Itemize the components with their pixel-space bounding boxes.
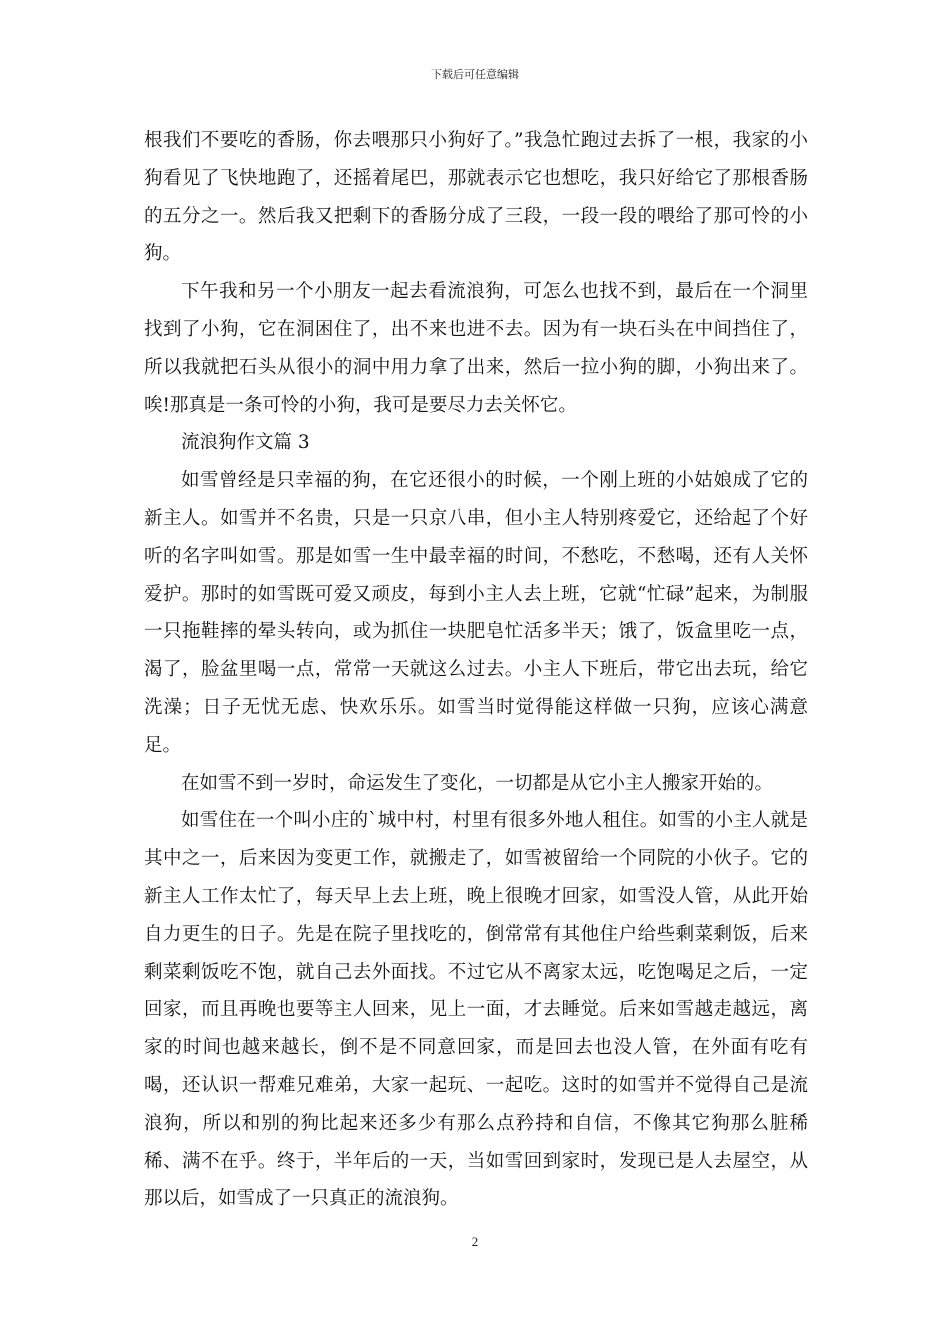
document-body [144,122,808,1218]
paragraph: 如雪曾经是只幸福的狗，在它还很小的时候，一个刚上班的小姑娘成了它的新主人。如雪并不名贵，只是一只京八串，但小主人特别疼爱它，还给起了个好听的名字叫如雪。那是如雪一生中最幸福的时间，不愁吃，不愁喝，还有人关怀爱护。那时的如雪既可爱又顽皮，每到小主人去上班，它就“忙碌”起来，为制服一只拖鞋摔的晕头转向，或为抓住一块肥皂忙活多半天；饿了，饭盒里吃一点，渴了，脸盆里喝一点，常常一天就这么过去。小主人下班后，带它出去玩，给它洗澡；日子无忧无虑、快欢乐乐。如雪当时觉得能这样做一只狗，应该心满意足。 [144,470,808,756]
paragraph: 在如雪不到一岁时，命运发生了变化，一切都是从它小主人搬家开始的。 [181,772,774,794]
section-heading: 流浪狗作文篇 3 [181,432,310,454]
paragraph: 如雪住在一个叫小庄的`城中村，村里有很多外地人租住。如雪的小主人就是其中之一，后来因为变更工作，就搬走了，如雪被留给一个同院的小伙子。它的新主人工作太忙了，每天早上去上班，晚上很晚才回家，如雪没人管，从此开始自力更生的日子。先是在院子里找吃的，倒常常有其他住户给些剩菜剩饭，后来剩菜剩饭吃不饱，就自己去外面找。不过它从不离家太远，吃饱喝足之后，一定回家，而且再晚也要等主人回来，见上一面，才去睡觉。后来如雪越走越远，离家的时间也越来越长，倒不是不同意回家，而是回去也没人管，在外面有吃有喝，还认识一帮难兄难弟，大家一起玩、一起吃。这时的如雪并不觉得自己是流浪狗，所以和别的狗比起来还多少有那么点矜持和自信，不像其它狗那么脏稀稀、满不在乎。终于，半年后的一天，当如雪回到家时，发现已是人去屋空，从那以后，如雪成了一只真正的流浪狗。 [144,810,808,1210]
page-header: 下载后可任意编辑 [431,68,519,81]
page-number: 2 [471,1234,479,1249]
paragraph-continued: 根我们不要吃的香肠，你去喂那只小狗好了。”我急忙跑过去拆了一根，我家的小狗看见了飞快地跑了，还摇着尾巴，那就表示它也想吃，我只好给它了那根香肠的五分之一。然后我又把剩下的香肠分成了三段，一段一段的喂给了那可怜的小狗。 [144,130,808,265]
paragraph: 下午我和另一个小朋友一起去看流浪狗，可怎么也找不到，最后在一个洞里找到了小狗，它在洞困住了，出不来也进不去。因为有一块石头在中间挡住了，所以我就把石头从很小的洞中用力拿了出来，然后一拉小狗的脚，小狗出来了。唉!那真是一条可怜的小狗，我可是要尽力去关怀它。 [144,281,808,416]
